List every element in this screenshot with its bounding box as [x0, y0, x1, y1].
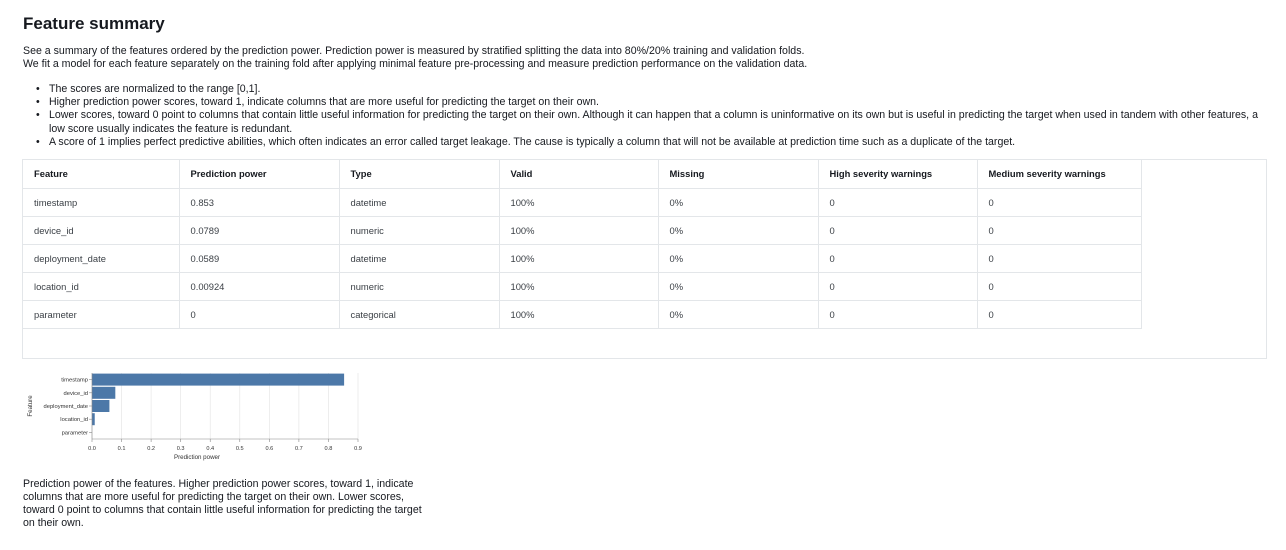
bar	[92, 374, 344, 386]
note-item: • Lower scores, toward 0 point to columns that contain little useful information for predicting the target on their own. Although it can happen that a column is uninformative on its own but is useful in predicting the target when used in tandem with other features, a low score usually indicates the feature is redundant.	[36, 109, 1276, 135]
chart-svg	[22, 368, 367, 468]
table-cell: 100%	[499, 244, 658, 272]
table-row	[23, 244, 1141, 272]
table-cell: 0	[818, 244, 977, 272]
bar	[92, 400, 109, 412]
table-cell: location_id	[23, 272, 179, 300]
table-cell: 0%	[658, 244, 818, 272]
table-cell: deployment_date	[23, 244, 179, 272]
intro-line: We fit a model for each feature separately on the training fold after applying minimal feature pre-processing and measure prediction performance on the validation data.	[23, 58, 808, 70]
table-cell: 100%	[499, 272, 658, 300]
y-tick-label: parameter	[61, 430, 88, 437]
column-header[interactable]: High severity warnings	[818, 160, 977, 188]
table-cell: 100%	[499, 300, 658, 328]
note-item: • The scores are normalized to the range [0,1].	[36, 83, 1276, 96]
table-cell: parameter	[23, 300, 179, 328]
table-cell: 0	[818, 272, 977, 300]
table-cell: datetime	[339, 188, 499, 216]
table-cell: numeric	[339, 272, 499, 300]
column-header[interactable]: Type	[339, 160, 499, 188]
table-cell: device_id	[23, 216, 179, 244]
table-row	[23, 272, 1141, 300]
chart-caption: Prediction power of the features. Higher prediction power scores, toward 1, indicate columns that are more useful for predicting the target on their own. Lower scores, toward 0 point to columns that contain little useful information for predicting the target on their own.	[23, 478, 422, 529]
table-cell: numeric	[339, 216, 499, 244]
feature-table	[23, 160, 1142, 329]
column-header[interactable]: Prediction power	[179, 160, 339, 188]
note-item: • A score of 1 implies perfect predictive abilities, which often indicates an error called target leakage. The cause is typically a column that will not be available at prediction time such as a duplicate of the target.	[36, 136, 1276, 149]
table-cell: 0%	[658, 216, 818, 244]
x-tick-label: 0.8	[324, 446, 333, 452]
column-header[interactable]: Missing	[658, 160, 818, 188]
bar	[92, 413, 95, 425]
x-tick-label: 0.7	[294, 446, 303, 452]
x-tick-label: 0.9	[354, 446, 362, 452]
x-tick-label: 0.1	[117, 446, 126, 452]
table-cell: 0.853	[179, 188, 339, 216]
table-cell: 0%	[658, 188, 818, 216]
notes-list	[36, 83, 1276, 149]
table-row	[23, 188, 1141, 216]
table-cell: 100%	[499, 188, 658, 216]
table-cell: 0.0789	[179, 216, 339, 244]
table-cell: 0.00924	[179, 272, 339, 300]
table-header-row	[23, 160, 1141, 188]
table-cell: 0	[818, 300, 977, 328]
y-tick-label: timestamp	[61, 377, 88, 384]
table-cell: 0	[977, 300, 1141, 328]
note-item: • Higher prediction power scores, toward 1, indicate columns that are more useful for predicting the target on their own.	[36, 96, 1276, 109]
table-cell: timestamp	[23, 188, 179, 216]
y-tick-label: location_id	[60, 417, 88, 424]
x-tick-label: 0.2	[147, 446, 156, 452]
table-cell: 0	[818, 216, 977, 244]
x-tick-label: 0.6	[265, 446, 274, 452]
intro-text	[23, 45, 1273, 71]
table-cell: 100%	[499, 216, 658, 244]
bar	[92, 387, 115, 399]
table-cell: 0%	[658, 272, 818, 300]
feature-table-container[interactable]	[22, 159, 1267, 359]
table-cell: 0%	[658, 300, 818, 328]
intro-line: See a summary of the features ordered by the prediction power. Prediction power is measured by stratified splitting the data into 80%/20% training and validation folds.	[23, 45, 805, 57]
table-cell: 0	[977, 272, 1141, 300]
column-header[interactable]: Medium severity warnings	[977, 160, 1141, 188]
x-tick-label: 0.5	[235, 446, 244, 452]
x-tick-label: 0.0	[88, 446, 96, 452]
table-cell: 0.0589	[179, 244, 339, 272]
column-header[interactable]: Valid	[499, 160, 658, 188]
prediction-power-chart	[22, 368, 367, 468]
x-tick-label: 0.4	[206, 446, 215, 452]
table-cell: categorical	[339, 300, 499, 328]
table-cell: 0	[977, 188, 1141, 216]
table-cell: 0	[818, 188, 977, 216]
table-cell: 0	[977, 244, 1141, 272]
y-axis-label: Feature	[27, 395, 34, 417]
table-cell: 0	[977, 216, 1141, 244]
table-row	[23, 216, 1141, 244]
table-row	[23, 300, 1141, 328]
y-tick-label: deployment_date	[43, 404, 88, 410]
column-header[interactable]: Feature	[23, 160, 179, 188]
x-tick-label: 0.3	[176, 446, 185, 452]
x-axis-label: Prediction power	[173, 454, 221, 461]
table-cell: 0	[179, 300, 339, 328]
table-cell: datetime	[339, 244, 499, 272]
page-title: Feature summary	[23, 14, 165, 33]
y-tick-label: device_id	[63, 390, 88, 397]
